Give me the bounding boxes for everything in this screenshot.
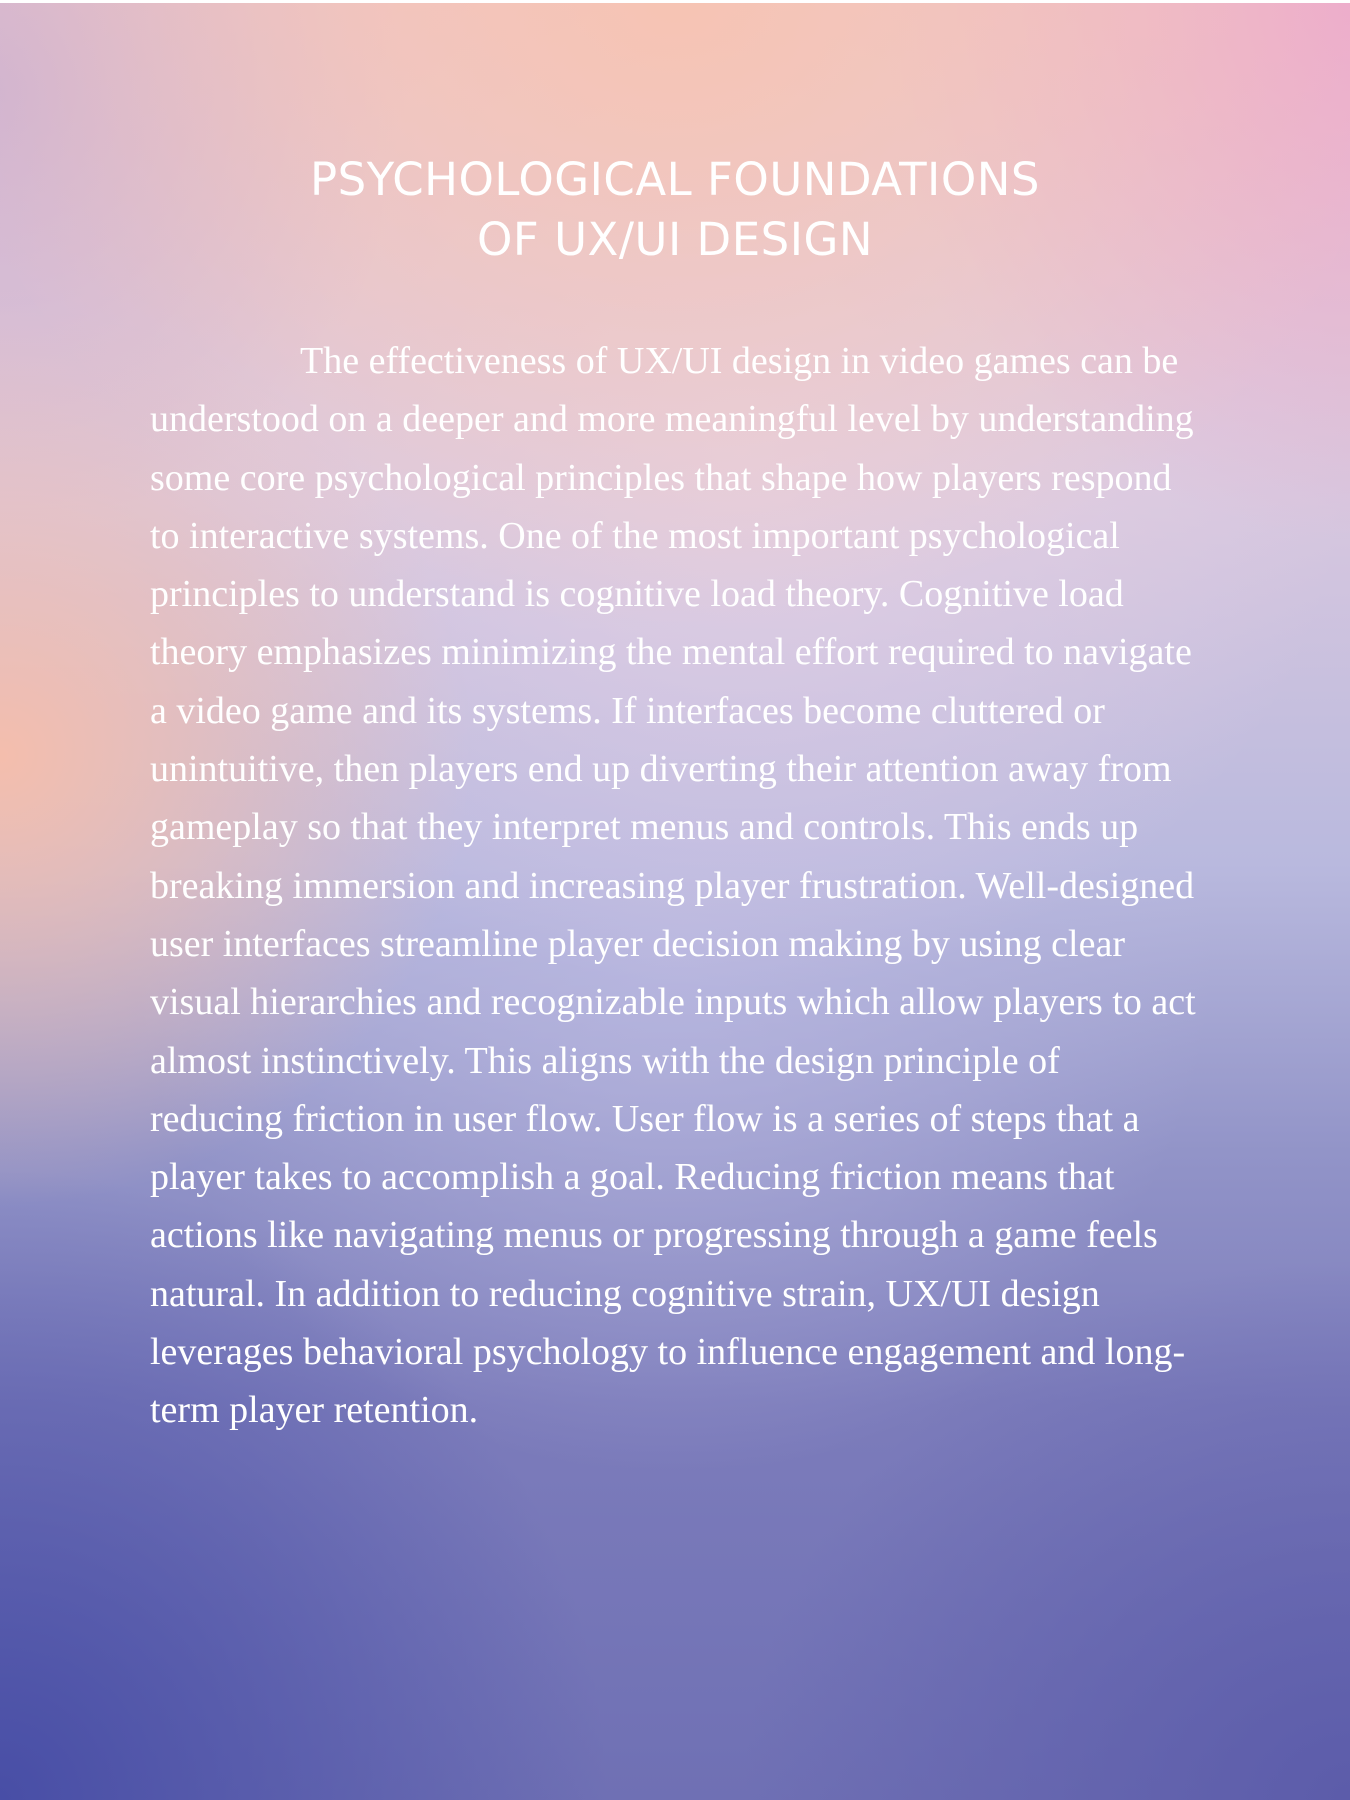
top-edge-line xyxy=(0,0,1350,3)
body-paragraph: The effectiveness of UX/UI design in video games can be understood on a deeper and more meaningful level by understanding some core psychological principles that shape how players respond to interactive systems. One of the most important psychological principles to understand is cognitive load theory. Cognitive load theory emphasizes minimizing the mental effort required to navigate a video game and its systems. If interfaces become cluttered or unintuitive, then players end up diverting their attention away from gameplay so that they interpret menus and controls. This ends up breaking immersion and increasing player frustration. Well-designed user interfaces streamline player decision making by using clear visual hierarchies and recognizable inputs which allow players to act almost instinctively. This aligns with the design principle of reducing friction in user flow. User flow is a series of steps that a player takes to accomplish a goal. Reducing friction means that actions like navigating menus or progressing through a game feels natural. In addition to reducing cognitive strain, UX/UI design leverages behavioral psychology to influence engagement and long-term player retention. xyxy=(150,340,1196,1432)
page-title xyxy=(0,150,1350,270)
page-title-line-1: PSYCHOLOGICAL FOUNDATIONS xyxy=(310,153,1040,206)
page-title-line-2: OF UX/UI DESIGN xyxy=(477,213,873,266)
